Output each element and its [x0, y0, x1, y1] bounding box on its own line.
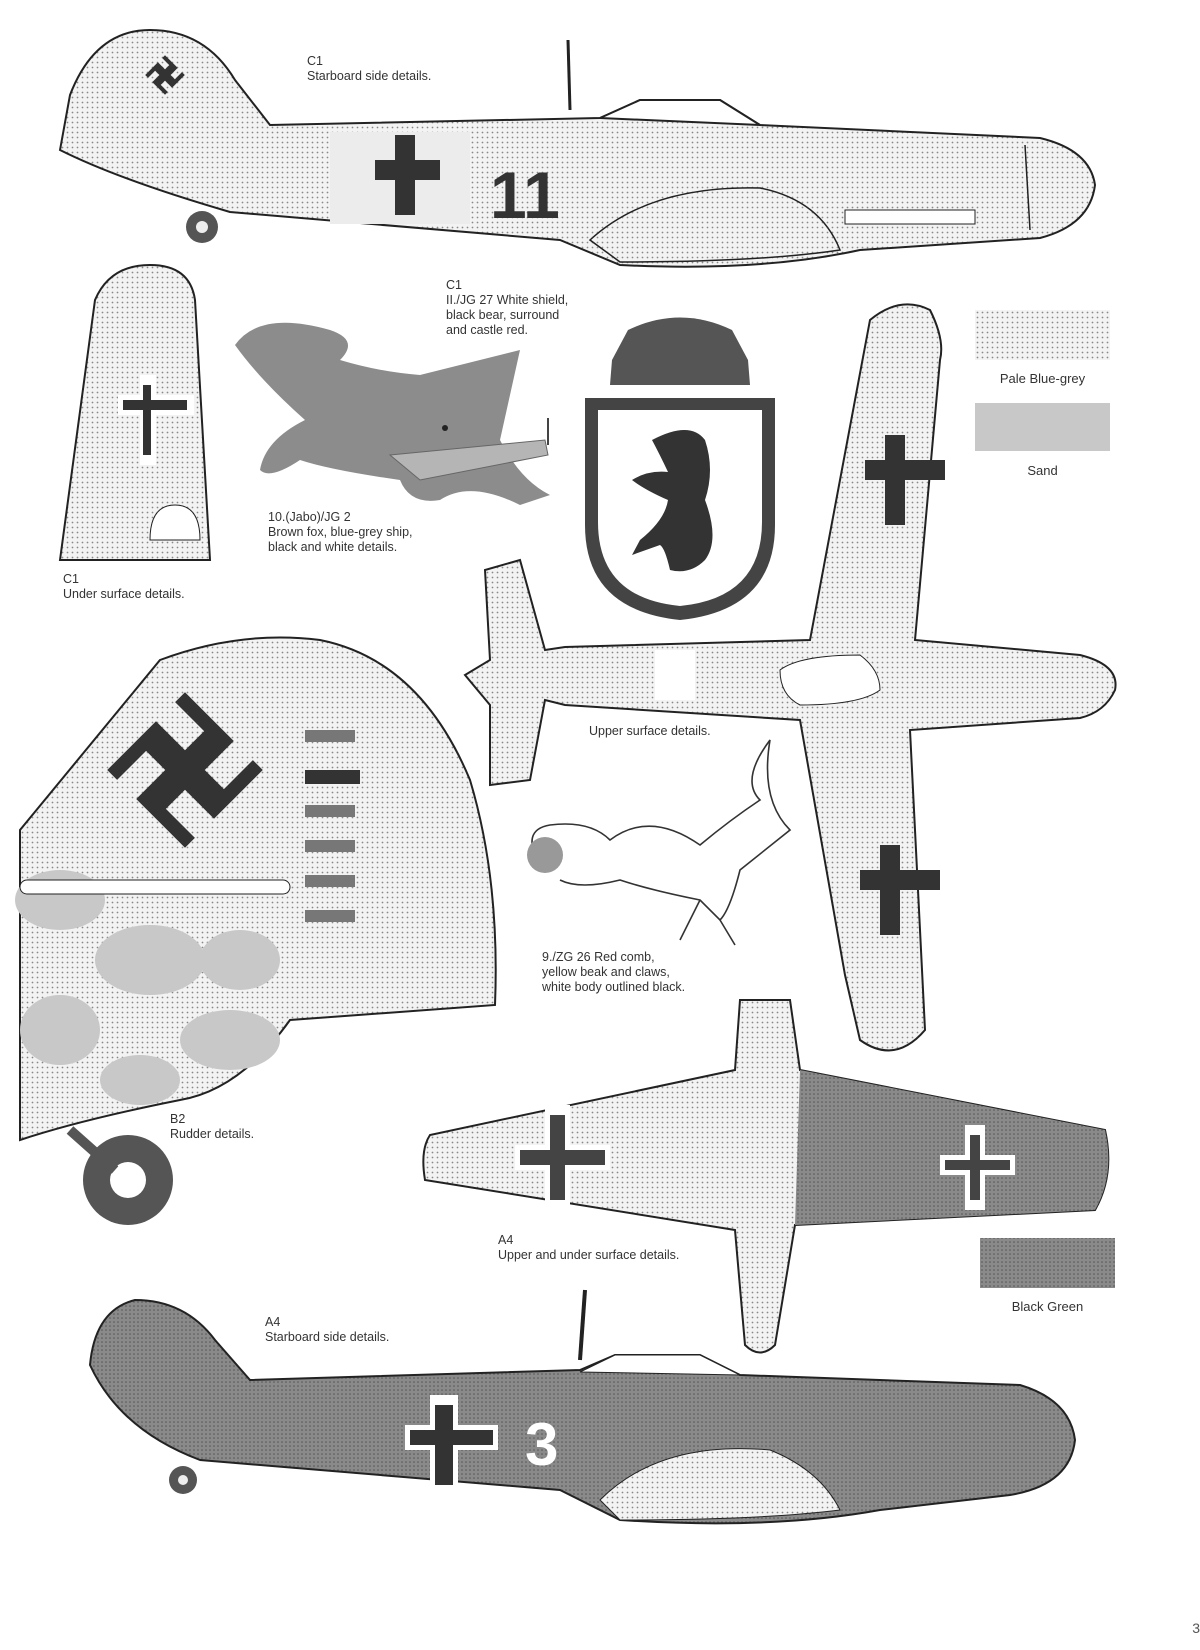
c1-side-label: C1 Starboard side details.: [307, 54, 432, 83]
a4-side-profile: [90, 1290, 1075, 1523]
fox-emblem: [235, 323, 550, 505]
swatch-sand: [975, 403, 1110, 451]
a4-side-number: 3: [525, 1411, 559, 1478]
a4-wing-label: A4 Upper and under surface details.: [498, 1233, 680, 1262]
page-number: 3: [1192, 1620, 1200, 1636]
swatch-label-pale-blue-grey: Pale Blue-grey: [999, 371, 1086, 386]
swatch-label-sand: Sand: [1027, 463, 1058, 478]
bird-caption: 9./ZG 26 Red comb, yellow beak and claws, white body outlined black.: [542, 950, 686, 994]
swatch-pale-blue-grey: [975, 310, 1110, 360]
c1-under-label: C1 Under surface details.: [63, 572, 185, 601]
fox-caption: 10.(Jabo)/JG 2 Brown fox, blue-grey ship, black and white details.: [268, 510, 413, 554]
swatch-label-black-green: Black Green: [1011, 1299, 1084, 1314]
a4-side-label: A4 Starboard side details.: [265, 1315, 390, 1344]
b2-rudder: [15, 638, 496, 1226]
bear-shield-emblem: [585, 318, 775, 621]
upper-surface-label: Upper surface details.: [589, 724, 711, 738]
c1-under-tail: [60, 265, 210, 560]
bear-caption: C1 II./JG 27 White shield, black bear, surround and castle red.: [446, 278, 569, 337]
bird-emblem: [527, 740, 790, 945]
c1-side-number: 11: [490, 158, 560, 232]
b2-rudder-label: B2 Rudder details.: [170, 1112, 255, 1141]
c1-side-profile: [60, 30, 1095, 267]
swatch-black-green: [980, 1238, 1115, 1288]
